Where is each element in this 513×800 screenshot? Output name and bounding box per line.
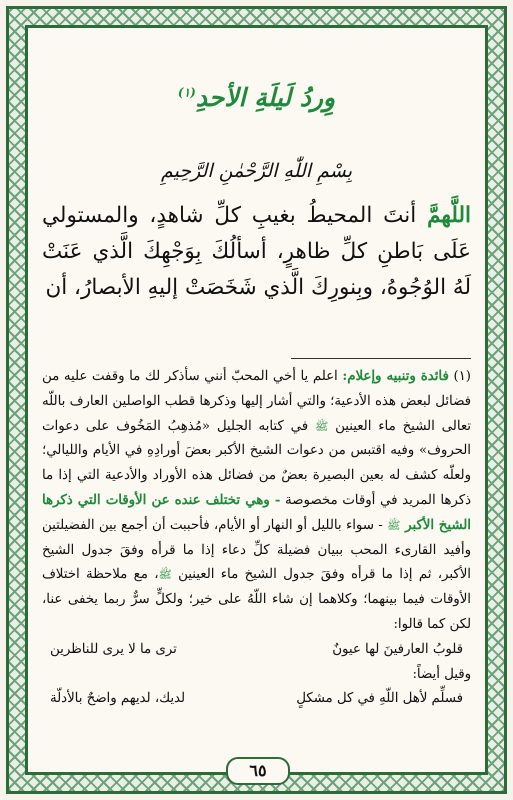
salla-symbol-3: ﷺ [158, 568, 172, 582]
footnote [42, 365, 471, 712]
decorative-border [6, 6, 507, 794]
basmala: بِسْمِ اللّٰهِ الرَّحْمٰنِ الرَّحِيمِ [161, 160, 352, 182]
page-content-area [25, 25, 488, 775]
verse-2-hemistich-1: فسلِّم لأهل اللّهِ في كل مشكلٍ [296, 691, 463, 707]
verse-1-hemistich-2: ترى ما لا يرى للناظرين [50, 641, 177, 657]
footnote-heading: فائدة وتنبيه وإعلام: [342, 369, 449, 384]
verse-2 [42, 687, 471, 712]
verse-1 [42, 638, 471, 663]
title-text: وِردُ لَيلَةِ الأحدِ [195, 83, 336, 112]
verse-2-hemistich-2: لديك، لديهم واضحٌ بالأدلّة [50, 691, 186, 707]
footnote-text-1: اعلم يا أخي المحبّ أنني سأذكر لك ما وقفت عليه من فضائل لبعض هذه الأدعية؛ والتي أشار إليها وذكرها قطب الواصلين العارف باللّه تعالى الشيخ ماء العينين [42, 369, 471, 434]
footnote-highlight: - وهي تختلف عنده عن الأوقات التي ذكرها الشيخ الأكبر [42, 492, 471, 533]
page-number: ٦٥ [226, 757, 290, 785]
footnote-number: (١) [453, 369, 471, 384]
footnote-paragraph [42, 365, 471, 638]
salla-symbol: ﷺ [314, 419, 329, 433]
verse-1-hemistich-1: قلوبُ العارفينَ لها عيونٌ [332, 641, 463, 657]
footnote-text-3: - سواء بالليل أو النهار أو الأيام، فأحببت أن أجمع بين الفضيلتين وأفيد القارىء المحب ببيان فضيلة كلِّ دعاء إذا ما قرأه وفقَ جدول الشيخ الأكبر، ثم إذا ما قرأه وفقَ جدول الشيخ ماء العينين [42, 517, 471, 583]
main-lead-word: اللَّهمَّ [427, 203, 471, 228]
footnote-text-4: ، مع ملاحظة اختلاف الأوقات فيما بينهما؛ وكلاهما إن شاء اللّهُ على خير؛ ولكلٍّ سرٌّ ربما يخفى عنا، لكن كما قالوا: [42, 567, 471, 632]
main-prayer-text [42, 198, 471, 306]
main-body: أنتَ المحيطُ بغيبِ كلِّ شاهدٍ، والمستولي عَلَى بَاطنِ كلِّ ظاهرٍ، أسألُكَ بِوَجْهِكَ الَّذي عَنَتْ لَهُ الوُجُوهُ، وبِنورِكَ الَّذي شَخَصَتْ إليهِ الأبصارُ، أن [42, 203, 471, 300]
footnote-separator [291, 358, 471, 359]
and-said-line: وقيل أيضاً: [412, 666, 471, 682]
footnote-text-2: في كتابه الجليل «مُذهِبُ المَخُوف على دعوات الحروف» وفيه اقتبس من دعوات الشيخ الأكبر بعضَ أورادِهِ في الأيام والليالي؛ ولعلّه كشف له بعين البصيرة بعضٌ من فضائل هذه الأوراد والأدعية التي إذا ما ذكرها المريد في أوقات مخصوصة [42, 418, 471, 508]
page-title [28, 83, 485, 112]
salla-symbol-2: ﷺ [387, 518, 401, 532]
title-footnote-mark: (١) [177, 85, 196, 100]
